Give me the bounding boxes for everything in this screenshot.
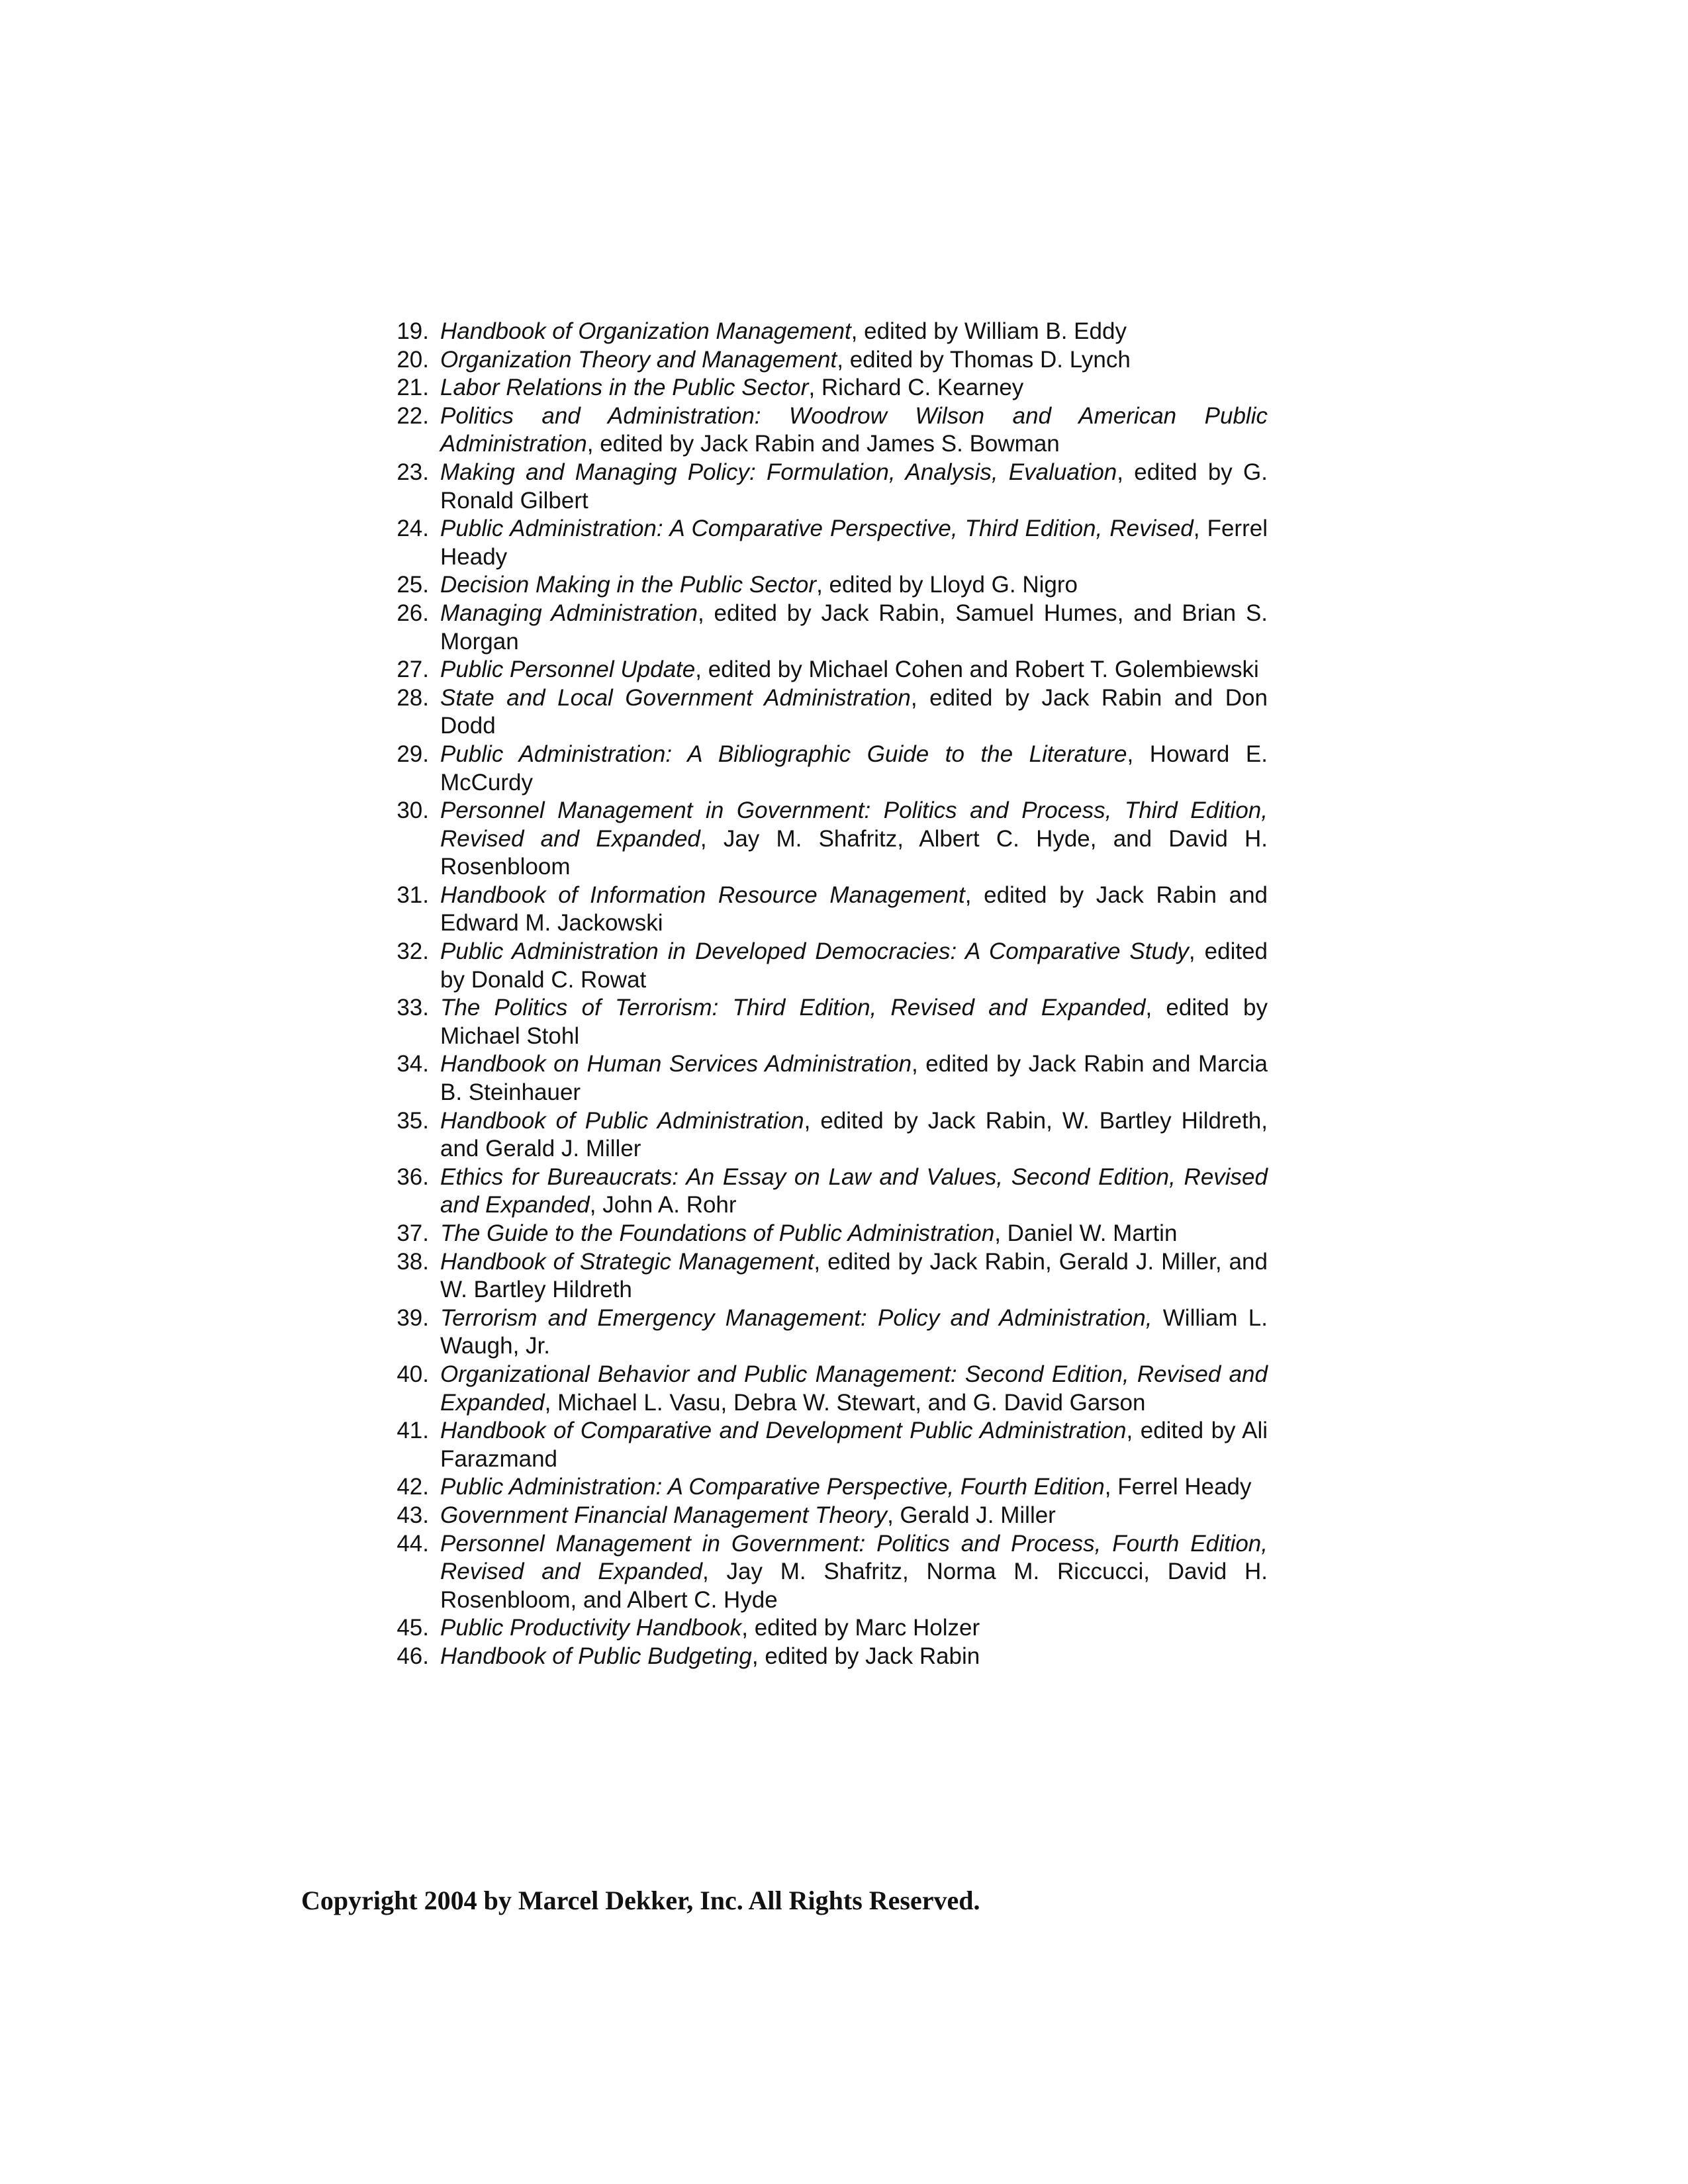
list-item [371,1248,1268,1304]
entry-number: 26. [397,600,429,626]
book-title: State and Local Government Administration [440,684,911,711]
entry-number: 38. [397,1248,429,1275]
list-item [371,656,1268,684]
entry-number: 36. [397,1163,429,1190]
entry-number: 40. [397,1361,429,1387]
book-credits: , edited by Jack Rabin, Samuel Humes, and Brian S. Morgan [440,600,1268,655]
entry-number: 32. [397,938,429,965]
book-credits: , edited by William B. Eddy [851,318,1127,344]
entry-number: 29. [397,741,429,767]
book-credits: , Howard E. McCurdy [440,741,1268,796]
list-item [371,1163,1268,1220]
list-item [371,1220,1268,1248]
book-title: Public Administration: A Comparative Perspective, Fourth Edition [440,1474,1105,1500]
list-item [371,1473,1268,1502]
book-credits: , edited by Jack Rabin and Marcia B. Steinhauer [440,1051,1268,1106]
book-credits: , Jay M. Shafritz, Norma M. Riccucci, David H. Rosenbloom, and Albert C. Hyde [440,1559,1268,1613]
entry-number: 21. [397,375,429,401]
list-item [371,515,1268,571]
list-item [371,882,1268,938]
entry-number: 25. [397,572,429,598]
list-item [371,994,1268,1050]
entry-number: 34. [397,1051,429,1077]
list-item [371,1643,1268,1671]
entry-number: 43. [397,1502,429,1528]
book-title: Handbook of Comparative and Development Public Administration [440,1418,1127,1444]
entry-number: 33. [397,995,429,1021]
list-item [371,1304,1268,1361]
entry-number: 30. [397,797,429,824]
list-item [371,684,1268,741]
book-credits: , Jay M. Shafritz, Albert C. Hyde, and David H. Rosenbloom [440,825,1268,880]
list-item [371,374,1268,402]
list-item [371,459,1268,515]
entry-number: 46. [397,1643,429,1669]
entry-number: 24. [397,516,429,542]
entry-number: 45. [397,1615,429,1641]
book-credits: , edited by Jack Rabin, W. Bartley Hildreth, and Gerald J. Miller [440,1107,1268,1162]
book-credits: , edited by Ali Farazmand [440,1418,1268,1472]
book-title: Handbook of Organization Management [440,318,851,344]
list-item [371,318,1268,346]
entry-number: 23. [397,459,429,485]
book-title: The Guide to the Foundations of Public Administration [440,1220,995,1246]
book-title: Public Administration: A Comparative Perspective, Third Edition, Revised [440,516,1194,542]
book-credits: , John A. Rohr [589,1192,737,1218]
list-item [371,1107,1268,1163]
book-title: Personnel Management in Government: Politics and Process, Third Edition, Revised and Expanded [440,797,1268,852]
book-credits: , Gerald J. Miller [887,1502,1056,1528]
book-credits: , edited by Thomas D. Lynch [837,346,1131,373]
book-series-list [371,318,1268,1671]
entry-number: 37. [397,1220,429,1246]
list-item [371,938,1268,994]
book-title: Terrorism and Emergency Management: Policy and Administration, [440,1304,1152,1331]
book-title: Public Productivity Handbook [440,1615,742,1641]
entry-number: 44. [397,1530,429,1557]
list-item [371,600,1268,656]
book-title: Government Financial Management Theory [440,1502,888,1528]
entry-number: 31. [397,882,429,908]
list-item [371,1530,1268,1615]
book-credits: , edited by Donald C. Rowat [440,938,1268,993]
book-credits: , edited by Jack Rabin and Edward M. Jackowski [440,882,1268,936]
book-credits: , edited by Lloyd G. Nigro [816,572,1078,598]
entry-number: 19. [397,318,429,344]
book-credits: , Richard C. Kearney [808,375,1024,401]
book-title: Organizational Behavior and Public Management: Second Edition, Revised and Expanded [440,1361,1268,1416]
book-credits: , edited by G. Ronald Gilbert [440,459,1268,514]
list-item [371,741,1268,797]
book-credits: , edited by Michael Stohl [440,995,1268,1049]
book-title: Handbook on Human Services Administration [440,1051,912,1077]
entry-number: 27. [397,657,429,683]
book-title: Handbook of Strategic Management [440,1248,814,1275]
book-credits: William L. Waugh, Jr. [440,1304,1268,1359]
book-credits: , edited by Jack Rabin and Don Dodd [440,684,1268,739]
list-item [371,346,1268,375]
entry-number: 42. [397,1474,429,1500]
list-item [371,1417,1268,1473]
book-title: Labor Relations in the Public Sector [440,375,809,401]
book-credits: , edited by Jack Rabin [751,1643,980,1669]
list-item [371,402,1268,459]
book-title: Decision Making in the Public Sector [440,572,817,598]
book-title: Public Personnel Update [440,657,696,683]
book-title: Handbook of Information Resource Management [440,882,965,908]
book-credits: , edited by Michael Cohen and Robert T. Golembiewski [695,657,1259,683]
list-item [371,1050,1268,1107]
list-item [371,571,1268,600]
entry-number: 20. [397,346,429,373]
book-title: Organization Theory and Management [440,346,837,373]
entry-number: 39. [397,1304,429,1331]
book-title: Personnel Management in Government: Politics and Process, Fourth Edition, Revised and Expanded [440,1530,1268,1585]
list-item [371,1361,1268,1417]
book-credits: , Michael L. Vasu, Debra W. Stewart, and G. David Garson [544,1389,1146,1416]
book-title: Making and Managing Policy: Formulation, Analysis, Evaluation [440,459,1117,485]
list-item [371,1614,1268,1643]
entry-number: 22. [397,402,429,429]
book-title: Managing Administration [440,600,698,626]
book-title: The Politics of Terrorism: Third Edition, Revised and Expanded [440,995,1146,1021]
entry-number: 35. [397,1107,429,1134]
book-title: Politics and Administration: Woodrow Wilson and American Public Administration [440,402,1268,457]
book-credits: , edited by Jack Rabin and James S. Bowman [586,431,1060,457]
copyright-notice: Copyright 2004 by Marcel Dekker, Inc. All Rights Reserved. [301,1886,980,1915]
book-title: Handbook of Public Budgeting [440,1643,752,1669]
book-credits: , Ferrel Heady [1104,1474,1252,1500]
list-item [371,797,1268,882]
book-title: Handbook of Public Administration [440,1107,804,1134]
book-title: Ethics for Bureaucrats: An Essay on Law and Values, Second Edition, Revised and Expanded [440,1163,1268,1218]
book-title: Public Administration in Developed Democracies: A Comparative Study [440,938,1189,965]
book-credits: , Ferrel Heady [440,516,1268,570]
list-item [371,1502,1268,1530]
book-title: Public Administration: A Bibliographic Guide to the Literature [440,741,1127,767]
book-credits: , edited by Marc Holzer [741,1615,980,1641]
entry-number: 28. [397,684,429,711]
entry-number: 41. [397,1418,429,1444]
book-credits: , edited by Jack Rabin, Gerald J. Miller, and W. Bartley Hildreth [440,1248,1268,1303]
book-credits: , Daniel W. Martin [994,1220,1178,1246]
